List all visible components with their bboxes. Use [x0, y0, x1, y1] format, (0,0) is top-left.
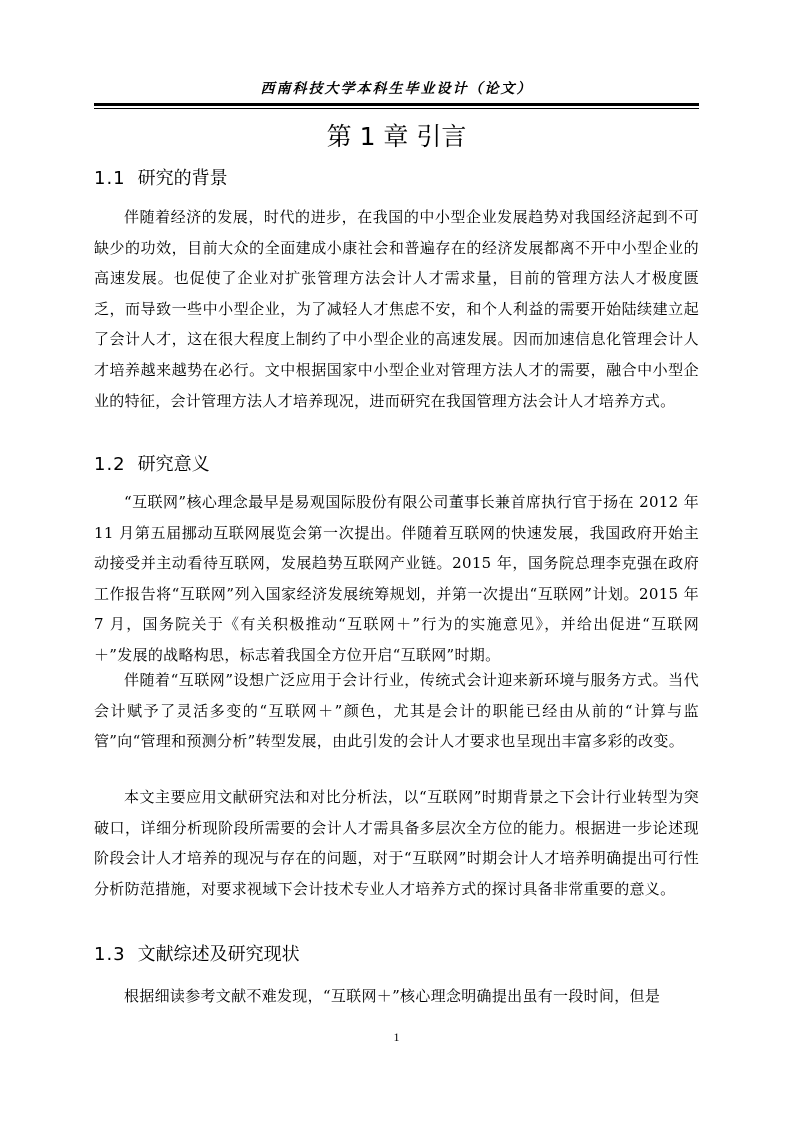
chapter-title: 第 1 章 引言 [326, 122, 467, 151]
running-header: 西南科技大学本科生毕业设计（论文） [260, 81, 533, 97]
section-heading-1-2 [94, 452, 699, 478]
section-title: 文献综述及研究现状 [137, 944, 300, 965]
paragraph: 根据细读参考文献不难发现，“互联网＋”核心理念明确提出虽有一段时间，但是 [124, 987, 661, 1005]
section-number: 1.3 [94, 944, 126, 965]
paragraph: 伴随着“互联网”设想广泛应用于会计行业，传统式会计迎来新环境与服务方式。当代会计赋予了灵活多变的“互联网＋”颜色，尤其是会计的职能已经由从前的“计算与监管”向“管理和预测分析”转型发展，由此引发的会计人才要求也呈现出丰富多彩的改变。 [94, 671, 699, 751]
header-rule-thin [94, 108, 699, 109]
paragraph: 本文主要应用文献研究法和对比分析法，以“互联网”时期背景之下会计行业转型为突破口，详细分析现阶段所需要的会计人才需具备多层次全方位的能力。根据进一步论述现阶段会计人才培养的现况与存在的问题，对于“互联网”时期会计人才培养明确提出可行性分析防范措施，对要求视域下会计技术专业人才培养方式的探讨具备非常重要的意义。 [94, 788, 699, 898]
header-rule-thick [94, 103, 699, 106]
section-heading-1-3 [94, 942, 699, 968]
section-title: 研究意义 [137, 454, 210, 475]
paragraph: 伴随着经济的发展，时代的进步，在我国的中小型企业发展趋势对我国经济起到不可缺少的功效，目前大众的全面建成小康社会和普遍存在的经济发展都离不开中小型企业的高速发展。也促使了企业对扩张管理方法会计人才需求量，目前的管理方法人才极度匮乏，而导致一些中小型企业，为了减轻人才焦虑不安，和个人利益的需要开始陆续建立起了会计人才，这在很大程度上制约了中小型企业的高速发展。因而加速信息化管理会计人才培养越来越势在必行。文中根据国家中小型企业对管理方法人才的需要，融合中小型企业的特征，会计管理方法人才培养现况，进而研究在我国管理方法会计人才培养方式。 [94, 208, 699, 410]
section-heading-1-1 [94, 166, 699, 192]
page-number: 1 [393, 1030, 400, 1044]
paragraph: “互联网”核心理念最早是易观国际股份有限公司董事长兼首席执行官于扬在 2012 年 11 月第五届挪动互联网展览会第一次提出。伴随着互联网的快速发展，我国政府开始主动接受并主动看待互联网，发展趋势互联网产业链。2015 年，国务院总理李克强在政府工作报告将“互联网”列入国家经济发展统筹规划，并第一次提出“互联网”计划。2015 年 7 月，国务院关于《有关积极推动“互联网＋”行为的实施意见》，并给出促进“互联网＋”发展的战略构思，标志着我国全方位开启“互联网”时期。 [94, 493, 699, 664]
section-number: 1.2 [94, 454, 126, 475]
section-number: 1.1 [94, 168, 126, 189]
section-title: 研究的背景 [137, 168, 228, 189]
